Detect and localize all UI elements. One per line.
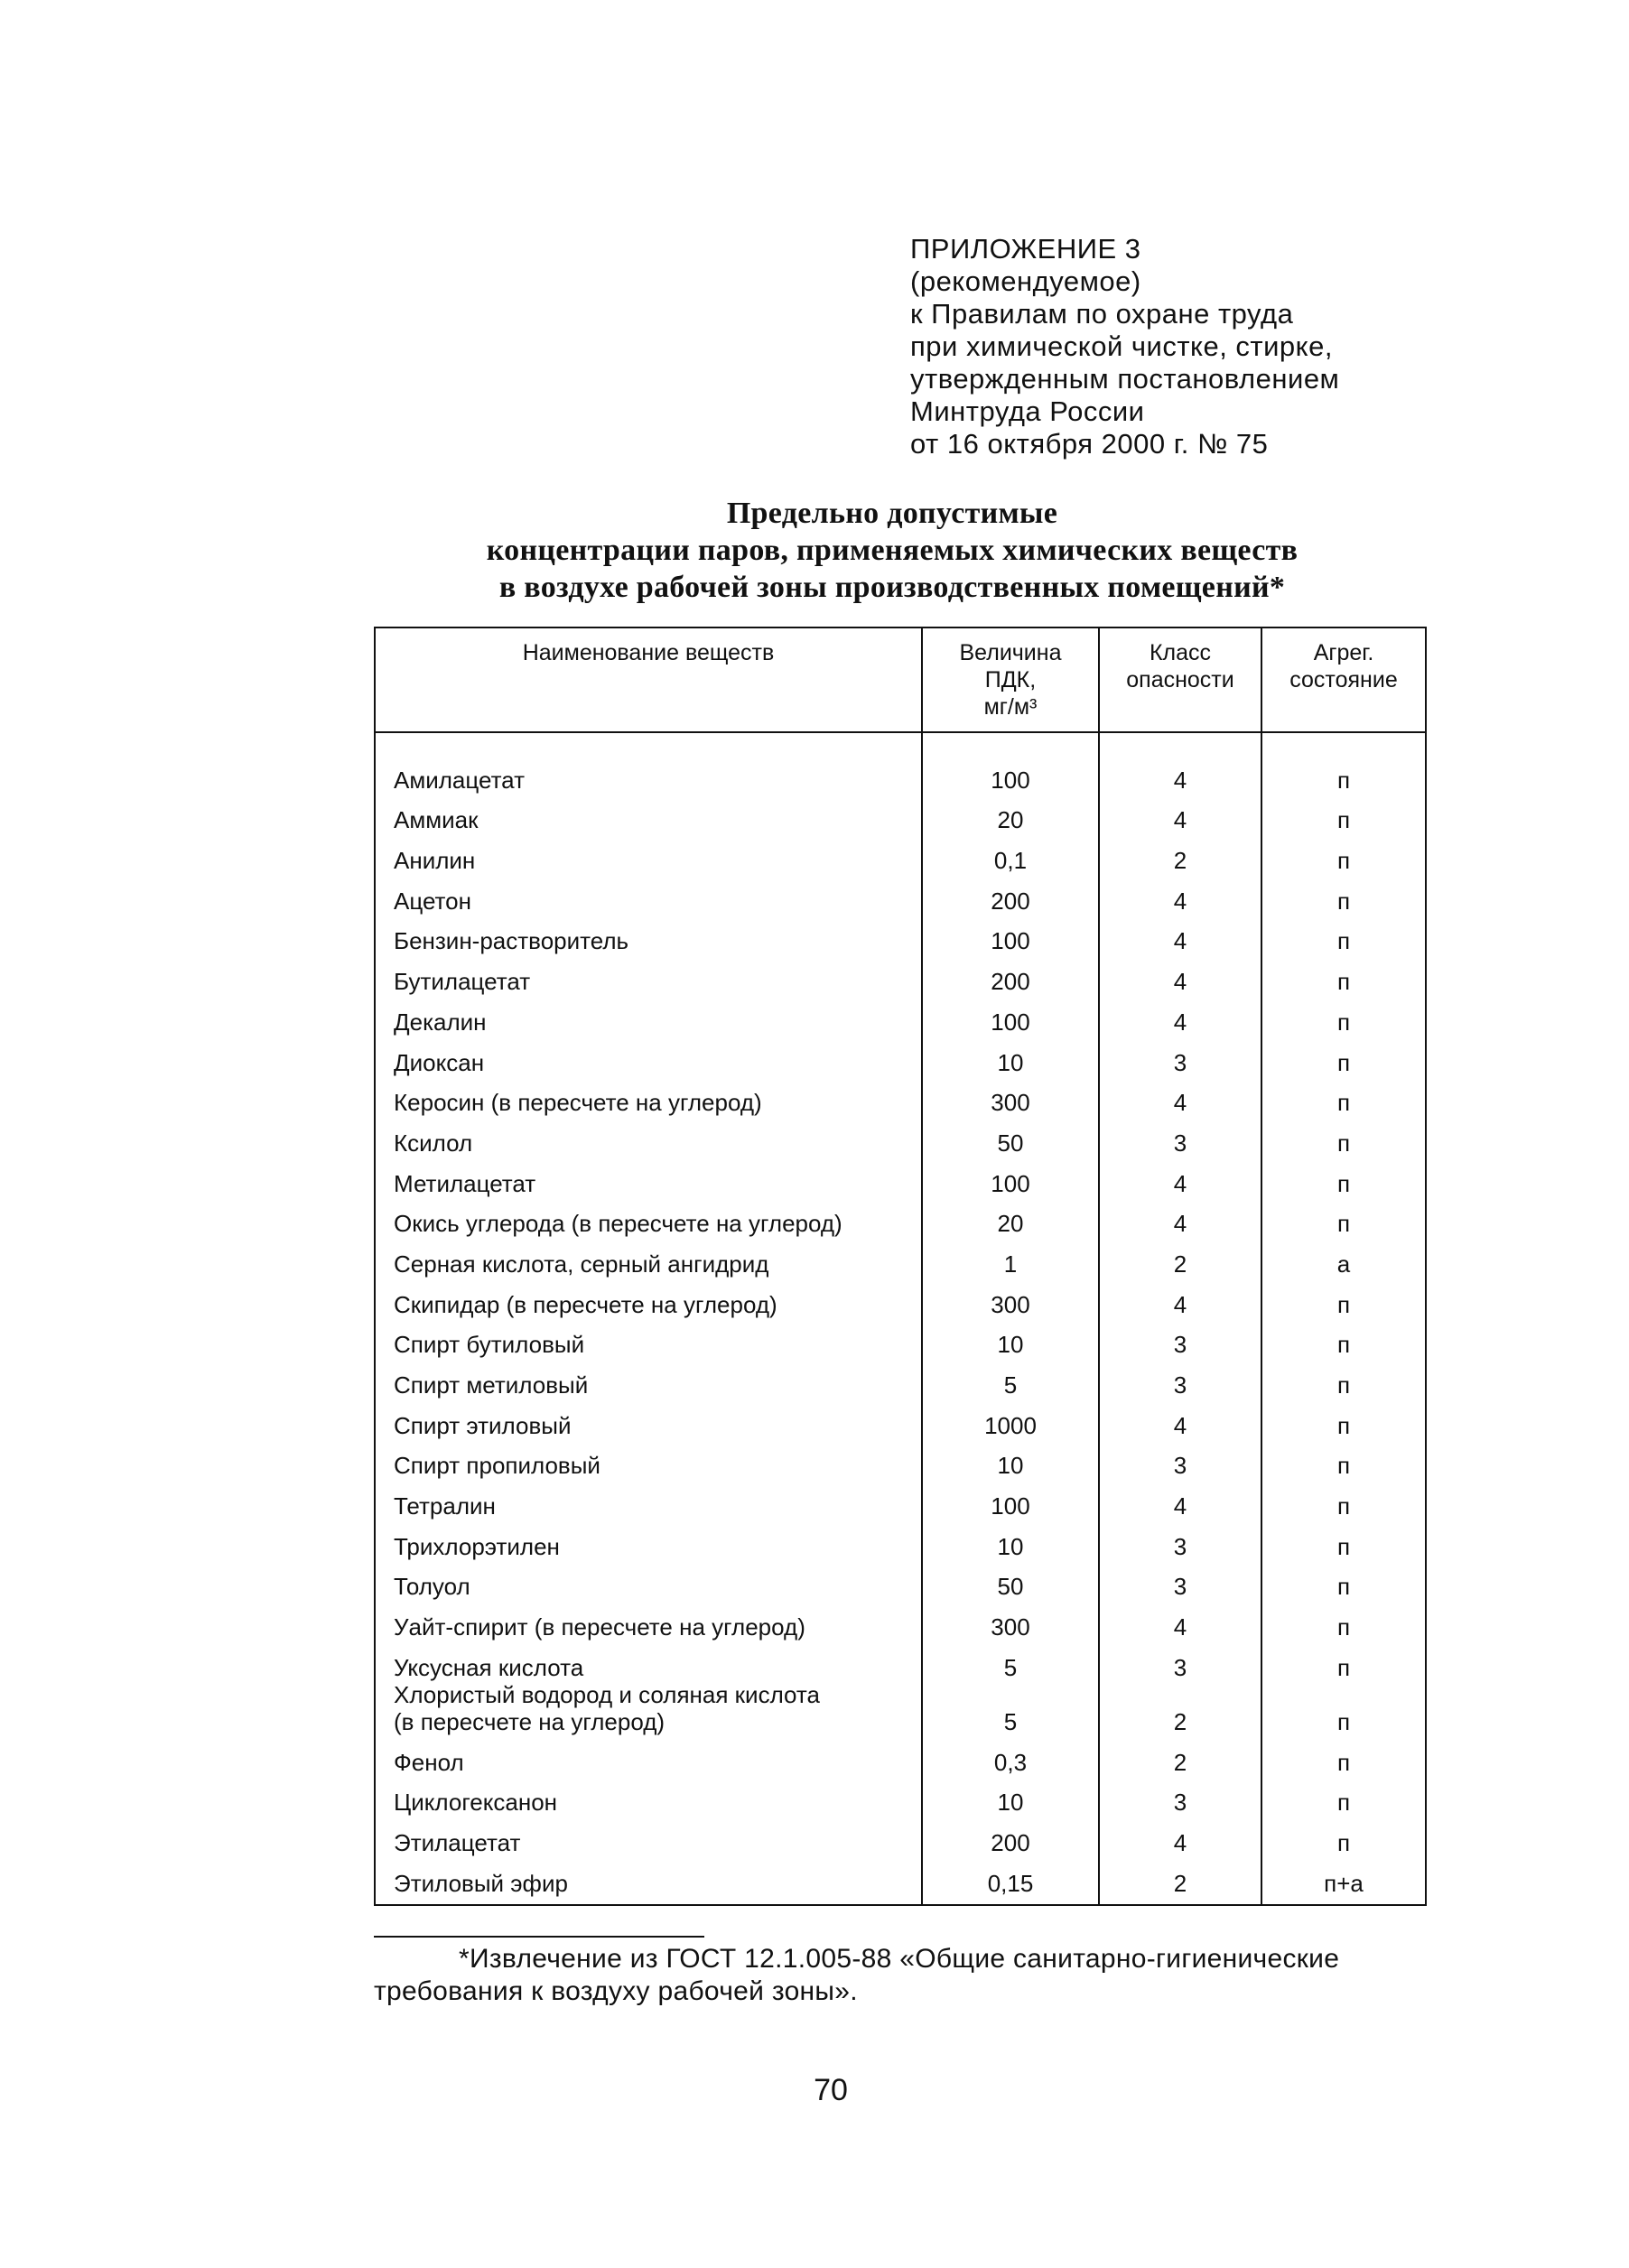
- aggregate-state: п: [1261, 732, 1426, 794]
- hazard-class: 2: [1099, 833, 1261, 874]
- pdk-value: 0,15: [922, 1856, 1099, 1905]
- pdk-value: 100: [922, 1157, 1099, 1197]
- hazard-class: 2: [1099, 1237, 1261, 1278]
- table-row: [375, 874, 1426, 915]
- pdk-value: 50: [922, 1116, 1099, 1157]
- hazard-class: 4: [1099, 1816, 1261, 1856]
- substance-name-line: Хлористый водород и соляная кислота: [394, 1680, 820, 1708]
- table-row: [375, 915, 1426, 955]
- aggregate-state: п+а: [1261, 1856, 1426, 1905]
- appendix-block: [910, 233, 1339, 460]
- hazard-class: 3: [1099, 1776, 1261, 1817]
- substance-name: Спирт этиловый: [375, 1399, 922, 1439]
- table-row: [375, 1735, 1426, 1776]
- hazard-class: 3: [1099, 1520, 1261, 1560]
- hazard-class: 4: [1099, 1278, 1261, 1318]
- pdk-value: 100: [922, 915, 1099, 955]
- substance-name: Толуол: [375, 1560, 922, 1601]
- aggregate-state: п: [1261, 1157, 1426, 1197]
- appendix-line: от 16 октября 2000 г. № 75: [910, 428, 1269, 460]
- hazard-class: 4: [1099, 995, 1261, 1036]
- header-pdk-line: мг/м³: [983, 694, 1038, 720]
- aggregate-state: п: [1261, 1560, 1426, 1601]
- aggregate-state: п: [1261, 1641, 1426, 1681]
- hazard-class: 3: [1099, 1439, 1261, 1480]
- pdk-value: 5: [922, 1641, 1099, 1681]
- aggregate-state: п: [1261, 1399, 1426, 1439]
- pdk-value: 300: [922, 1600, 1099, 1641]
- hazard-class: 4: [1099, 874, 1261, 915]
- appendix-line: Минтруда России: [910, 395, 1145, 427]
- aggregate-state: п: [1261, 1479, 1426, 1520]
- substance-name: Бутилацетат: [375, 954, 922, 995]
- substance-name-line: (в пересчете на углерод): [394, 1707, 666, 1735]
- header-aggregate-state: [1261, 627, 1426, 732]
- pdk-value: 100: [922, 732, 1099, 794]
- substance-name: Спирт пропиловый: [375, 1439, 922, 1480]
- substance-name: Декалин: [375, 995, 922, 1036]
- pdk-value: 10: [922, 1036, 1099, 1076]
- table-row: [375, 732, 1426, 794]
- substance-name: Уксусная кислота: [375, 1641, 922, 1681]
- aggregate-state: п: [1261, 1318, 1426, 1359]
- pdk-value: 10: [922, 1776, 1099, 1817]
- hazard-class: 4: [1099, 915, 1261, 955]
- table-row: [375, 954, 1426, 995]
- hazard-class: 3: [1099, 1036, 1261, 1076]
- substance-name: Трихлорэтилен: [375, 1520, 922, 1560]
- hazard-class: 3: [1099, 1560, 1261, 1601]
- pdk-value: 200: [922, 954, 1099, 995]
- substance-name: Амилацетат: [375, 732, 922, 794]
- substance-name: Диоксан: [375, 1036, 922, 1076]
- substance-name: Уайт-спирит (в пересчете на углерод): [375, 1600, 922, 1641]
- aggregate-state: а: [1261, 1237, 1426, 1278]
- aggregate-state: п: [1261, 1197, 1426, 1238]
- header-pdk: [922, 627, 1099, 732]
- hazard-class: 4: [1099, 1157, 1261, 1197]
- header-state-line: состояние: [1289, 667, 1398, 692]
- appendix-line: к Правилам по охране труда: [910, 298, 1294, 330]
- pdk-value: 200: [922, 1816, 1099, 1856]
- substance-name: Циклогексанон: [375, 1776, 922, 1817]
- hazard-class: 2: [1099, 1681, 1261, 1735]
- aggregate-state: п: [1261, 1116, 1426, 1157]
- aggregate-state: п: [1261, 1816, 1426, 1856]
- table-row: [375, 1560, 1426, 1601]
- table-row: [375, 1076, 1426, 1117]
- appendix-line: (рекомендуемое): [910, 265, 1141, 297]
- header-pdk-line: ПДК,: [984, 667, 1037, 692]
- aggregate-state: п: [1261, 1278, 1426, 1318]
- pdk-value: 300: [922, 1076, 1099, 1117]
- hazard-class: 4: [1099, 1600, 1261, 1641]
- pdk-value: 50: [922, 1560, 1099, 1601]
- substance-name: [375, 1681, 922, 1735]
- aggregate-state: п: [1261, 874, 1426, 915]
- pdk-value: 20: [922, 1197, 1099, 1238]
- table-row: [375, 1776, 1426, 1817]
- appendix-line: ПРИЛОЖЕНИЕ 3: [910, 233, 1141, 265]
- table-row: [375, 833, 1426, 874]
- hazard-class: 4: [1099, 954, 1261, 995]
- substance-name: Спирт бутиловый: [375, 1318, 922, 1359]
- hazard-class: 4: [1099, 1076, 1261, 1117]
- aggregate-state: п: [1261, 1520, 1426, 1560]
- pdk-value: 20: [922, 794, 1099, 834]
- hazard-class: 3: [1099, 1641, 1261, 1681]
- hazard-class: 3: [1099, 1358, 1261, 1399]
- pdk-value: 1: [922, 1237, 1099, 1278]
- table-row: [375, 794, 1426, 834]
- table-row: [375, 1358, 1426, 1399]
- pdk-table: [374, 627, 1427, 1906]
- table-row: [375, 1399, 1426, 1439]
- substance-name: Этилацетат: [375, 1816, 922, 1856]
- table-row: [375, 1278, 1426, 1318]
- aggregate-state: п: [1261, 1735, 1426, 1776]
- aggregate-state: п: [1261, 1076, 1426, 1117]
- substance-name: Ксилол: [375, 1116, 922, 1157]
- footnote-line: *Извлечение из ГОСТ 12.1.005-88 «Общие санитарно-гигиенические: [459, 1944, 1340, 1974]
- appendix-line: при химической чистке, стирке,: [910, 330, 1333, 362]
- header-substance-name: [375, 627, 922, 732]
- pdk-value: 300: [922, 1278, 1099, 1318]
- table-row: [375, 1681, 1426, 1735]
- header-hazard-line: Класс: [1149, 640, 1212, 665]
- aggregate-state: п: [1261, 915, 1426, 955]
- pdk-value: 10: [922, 1520, 1099, 1560]
- pdk-value: 10: [922, 1318, 1099, 1359]
- substance-name: Спирт метиловый: [375, 1358, 922, 1399]
- aggregate-state: п: [1261, 995, 1426, 1036]
- hazard-class: 4: [1099, 794, 1261, 834]
- table-row: [375, 1520, 1426, 1560]
- table-row: [375, 995, 1426, 1036]
- pdk-value: 200: [922, 874, 1099, 915]
- page-number: 70: [814, 2073, 848, 2107]
- pdk-value: 5: [922, 1358, 1099, 1399]
- substance-name: Этиловый эфир: [375, 1856, 922, 1905]
- aggregate-state: п: [1261, 833, 1426, 874]
- hazard-class: 4: [1099, 732, 1261, 794]
- pdk-value: 0,3: [922, 1735, 1099, 1776]
- table-row: [375, 1036, 1426, 1076]
- header-pdk-line: Величина: [959, 640, 1062, 665]
- substance-name: Ацетон: [375, 874, 922, 915]
- appendix-line: утвержденным постановлением: [910, 363, 1340, 395]
- pdk-value: 100: [922, 995, 1099, 1036]
- substance-name: Серная кислота, серный ангидрид: [375, 1237, 922, 1278]
- aggregate-state: п: [1261, 1600, 1426, 1641]
- hazard-class: 3: [1099, 1318, 1261, 1359]
- substance-name: Аммиак: [375, 794, 922, 834]
- table-row: [375, 1318, 1426, 1359]
- footnote-line: требования к воздуху рабочей зоны».: [374, 1976, 858, 2006]
- document-title: [379, 495, 1405, 606]
- table-row: [375, 1479, 1426, 1520]
- hazard-class: 2: [1099, 1735, 1261, 1776]
- table-row: [375, 1116, 1426, 1157]
- header-state-line: Агрег.: [1313, 640, 1374, 665]
- aggregate-state: п: [1261, 1358, 1426, 1399]
- header-hazard-class: [1099, 627, 1261, 732]
- table-row: [375, 1237, 1426, 1278]
- hazard-class: 4: [1099, 1197, 1261, 1238]
- table-row: [375, 1816, 1426, 1856]
- hazard-class: 2: [1099, 1856, 1261, 1905]
- substance-name: Керосин (в пересчете на углерод): [375, 1076, 922, 1117]
- substance-name: Скипидар (в пересчете на углерод): [375, 1278, 922, 1318]
- aggregate-state: п: [1261, 1036, 1426, 1076]
- pdk-value: 0,1: [922, 833, 1099, 874]
- title-line: Предельно допустимые: [726, 497, 1058, 530]
- table-row: [375, 1856, 1426, 1905]
- hazard-class: 3: [1099, 1116, 1261, 1157]
- aggregate-state: п: [1261, 1439, 1426, 1480]
- table-row: [375, 1600, 1426, 1641]
- table-row: [375, 1197, 1426, 1238]
- substance-name: Тетралин: [375, 1479, 922, 1520]
- table-row: [375, 1157, 1426, 1197]
- aggregate-state: п: [1261, 1776, 1426, 1817]
- pdk-value: 10: [922, 1439, 1099, 1480]
- title-line: в воздухе рабочей зоны производственных помещений*: [498, 571, 1286, 604]
- substance-name: Окись углерода (в пересчете на углерод): [375, 1197, 922, 1238]
- table-row: [375, 1641, 1426, 1681]
- substance-name: Анилин: [375, 833, 922, 874]
- substance-name: Фенол: [375, 1735, 922, 1776]
- substance-name: Метилацетат: [375, 1157, 922, 1197]
- title-line: концентрации паров, применяемых химических веществ: [486, 534, 1299, 567]
- pdk-value: 100: [922, 1479, 1099, 1520]
- header-substance-name-label: Наименование веществ: [522, 640, 775, 665]
- hazard-class: 4: [1099, 1399, 1261, 1439]
- footnote: [374, 1943, 1436, 2008]
- table-row: [375, 1439, 1426, 1480]
- pdk-value: 1000: [922, 1399, 1099, 1439]
- footnote-divider: [374, 1936, 704, 1938]
- table-header-row: [375, 627, 1426, 732]
- aggregate-state: п: [1261, 1681, 1426, 1735]
- aggregate-state: п: [1261, 954, 1426, 995]
- substance-name: Бензин-растворитель: [375, 915, 922, 955]
- hazard-class: 4: [1099, 1479, 1261, 1520]
- aggregate-state: п: [1261, 794, 1426, 834]
- header-hazard-line: опасности: [1126, 667, 1234, 692]
- pdk-value: 5: [922, 1681, 1099, 1735]
